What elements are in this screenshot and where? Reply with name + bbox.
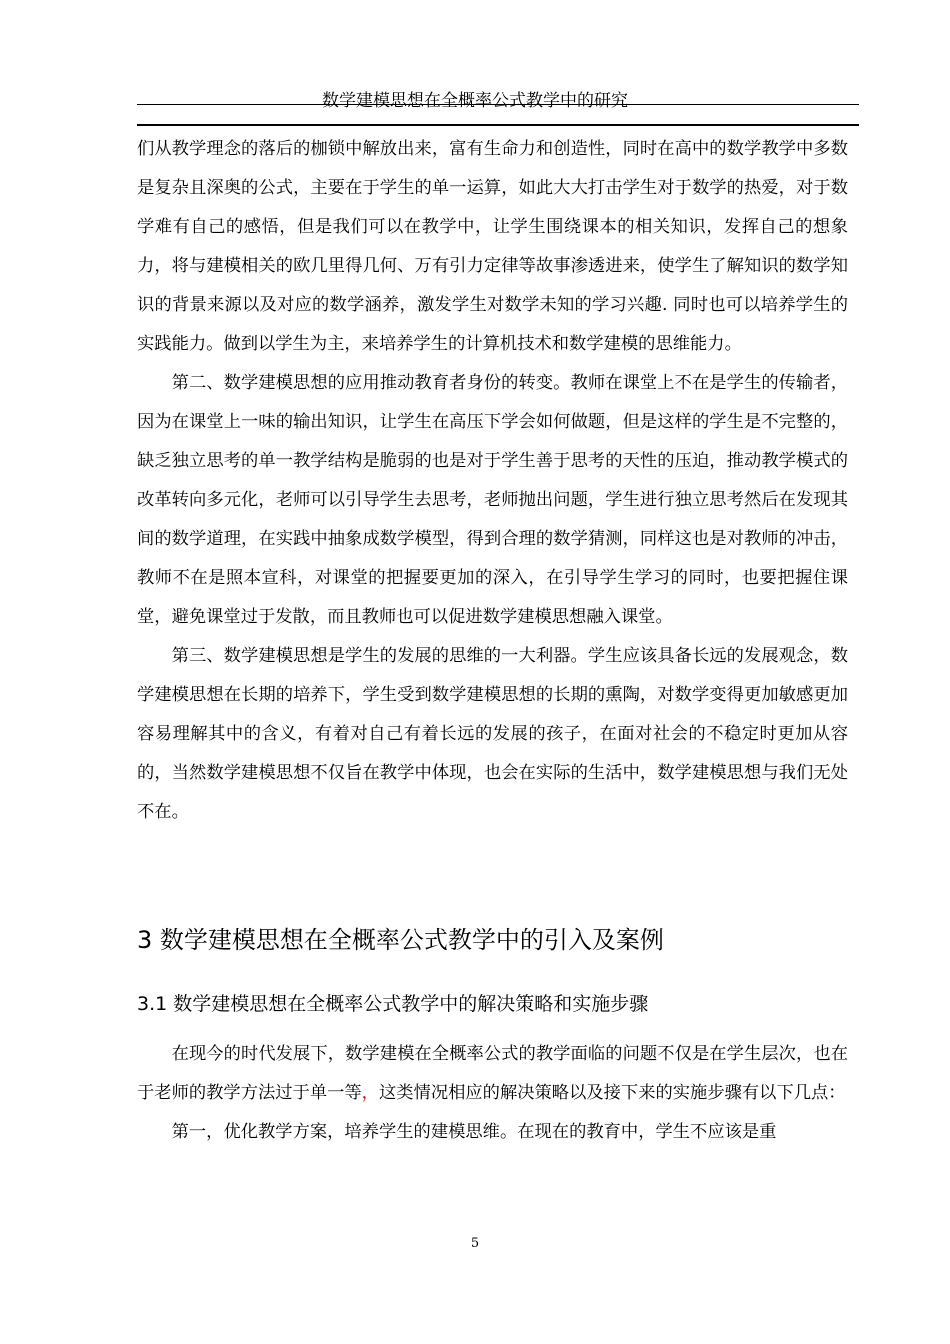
paragraph-second-point: 第二、数学建模思想的应用推动教育者身份的转变。教师在课堂上不在是学生的传输者，因为在课堂上一味的输出知识，让学生在高压下学会如何做题，但是这样的学生是不完整的，缺乏独立思考的单一教学结构是脆弱的也是对于学生善于思考的天性的压迫，推动教学模式的改革转向多元化，老师可以引导学生去思考，老师抛出问题，学生进行独立思考然后在发现其间的数学道理，在实践中抽象成数学模型，得到合理的数学猜测，同样这也是对教师的冲击，教师不在是照本宣科，对课堂的把握要更加的深入，在引导学生学习的同时，也要把握住课堂，避免课堂过于发散，而且教师也可以促进数学建模思想融入课堂。 bbox=[137, 373, 848, 627]
header-rule-thin bbox=[137, 104, 859, 105]
paragraph-strategy-intro bbox=[137, 1035, 848, 1113]
paragraph-third-point: 第三、数学建模思想是学生的发展的思维的一大利器。学生应该具备长远的发展观念，数学建模思想在长期的培养下，学生受到数学建模思想的长期的熏陶，对数学变得更加敏感更加容易理解其中的含义，有着对自己有着长远的发展的孩子，在面对社会的不稳定时更加从容的，当然数学建模思想不仅旨在教学中体现，也会在实际的生活中，数学建模思想与我们无处不在。 bbox=[137, 646, 848, 822]
paragraph-continuation: 们从教学理念的落后的枷锁中解放出来，富有生命力和创造性，同时在高中的数学教学中多数是复杂且深奥的公式，主要在于学生的单一运算，如此大大打击学生对于数学的热爱，对于数学难有自己的感悟，但是我们可以在教学中，让学生围绕课本的相关知识，发挥自己的想象力，将与建模相关的欧几里得几何、万有引力定律等故事渗透进来，使学生了解知识的数学知识的背景来源以及对应的数学涵养，激发学生对数学未知的学习兴趣. 同时也可以培养学生的实践能力。做到以学生为主，来培养学生的计算机技术和数学建模的思维能力。 bbox=[137, 139, 848, 354]
paragraph-first-strategy: 第一，优化教学方案，培养学生的建模思维。在现在的教育中，学生不应该是重 bbox=[171, 1122, 777, 1142]
red-comma: ， bbox=[361, 1083, 379, 1103]
body-text-top bbox=[137, 130, 848, 832]
running-header: 数学建模思想在全概率公式教学中的研究 bbox=[322, 91, 628, 111]
section-heading: 3 数学建模思想在全概率公式教学中的引入及案例 bbox=[137, 926, 664, 954]
subsection-heading: 3.1 数学建模思想在全概率公式教学中的解决策略和实施步骤 bbox=[137, 993, 649, 1015]
header-rule-thick bbox=[137, 124, 859, 126]
strategy-intro-part2: 这类情况相应的解决策略以及接下来的实施步骤有以下几点： bbox=[378, 1083, 846, 1103]
strategy-intro-part1: 在现今的时代发展下，数学建模在全概率公式的教学面临的问题不仅是在学生层次，也在于老师的教学方法过于单一等 bbox=[137, 1044, 848, 1103]
page-number: 5 bbox=[470, 1236, 480, 1251]
body-text-bottom bbox=[137, 1035, 848, 1152]
